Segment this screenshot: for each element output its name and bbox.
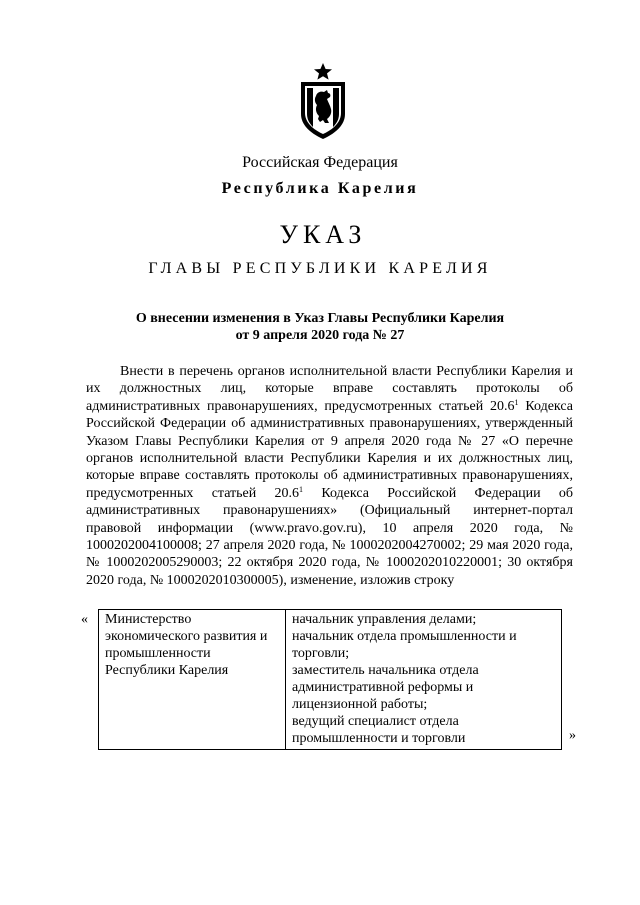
superscript-1: 1 bbox=[514, 397, 519, 407]
ministry-line: промышленности bbox=[105, 646, 211, 661]
official-line: ведущий специалист отдела bbox=[292, 714, 459, 729]
document-type: УКАЗ bbox=[279, 220, 367, 249]
body-part-2: Кодекса Российской Федерации об административных правонарушениях, утвержденный Указом Главы Республики Карелия от 9 апреля 2020 года № 27 «О перечне органов исполнительной власти Республики Карелия и их должностных лиц, которые вправе составлять протоколы об административных правонарушениях, предусмотренных статьей 20.6 bbox=[86, 398, 573, 501]
ministry-line: Министерство bbox=[105, 612, 192, 627]
ministry-cell bbox=[99, 610, 286, 750]
superscript-2: 1 bbox=[299, 484, 304, 494]
amendment-table bbox=[98, 609, 562, 750]
table-row bbox=[99, 610, 562, 750]
body-paragraph bbox=[86, 363, 573, 589]
republic-name: Республика Карелия bbox=[221, 180, 419, 197]
quote-open-mark: « bbox=[81, 612, 88, 627]
title-line-2: от 9 апреля 2020 года № 27 bbox=[235, 328, 405, 343]
official-line: начальник отдела промышленности и bbox=[292, 629, 517, 644]
official-line: торговли; bbox=[292, 646, 350, 661]
officials-cell bbox=[286, 610, 562, 750]
official-line: административной реформы и bbox=[292, 680, 474, 695]
body-part-1: Внести в перечень органов исполнительной власти Республики Карелия и их должностных лиц, которые вправе составлять протоколы об административных правонарушениях, предусмотренных статьей 20.6 bbox=[86, 364, 573, 414]
title-line-1: О внесении изменения в Указ Главы Республики Карелия bbox=[135, 311, 505, 326]
official-line: лицензионной работы; bbox=[292, 697, 428, 712]
karelia-coat-of-arms-icon bbox=[297, 62, 349, 140]
official-line: промышленности и торговли bbox=[292, 731, 466, 746]
body-part-3: Кодекса Российской Федерации об административных правонарушениях» (Официальный интернет-портал правовой информации (www.pravo.gov.ru), 10 апреля 2020 года, № 1000202004100008; 27 апреля 2020 года, № 1000202004270002; 29 мая 2020 года, № 1000202005290003; 22 октября 2020 года, № 1000202010220001; 30 октября 2020 года, № 1000202010300005), изменение, изложив строку bbox=[86, 485, 573, 588]
ministry-line: Республики Карелия bbox=[105, 663, 229, 678]
body-text bbox=[86, 363, 573, 589]
official-line: заместитель начальника отдела bbox=[292, 663, 479, 678]
quote-close-mark: » bbox=[569, 728, 576, 743]
official-line: начальник управления делами; bbox=[292, 612, 477, 627]
ministry-line: экономического развития и bbox=[105, 629, 268, 644]
document-title bbox=[0, 310, 640, 344]
country-name: Российская Федерация bbox=[242, 154, 398, 171]
issuer-name: ГЛАВЫ РЕСПУБЛИКИ КАРЕЛИЯ bbox=[148, 260, 492, 277]
